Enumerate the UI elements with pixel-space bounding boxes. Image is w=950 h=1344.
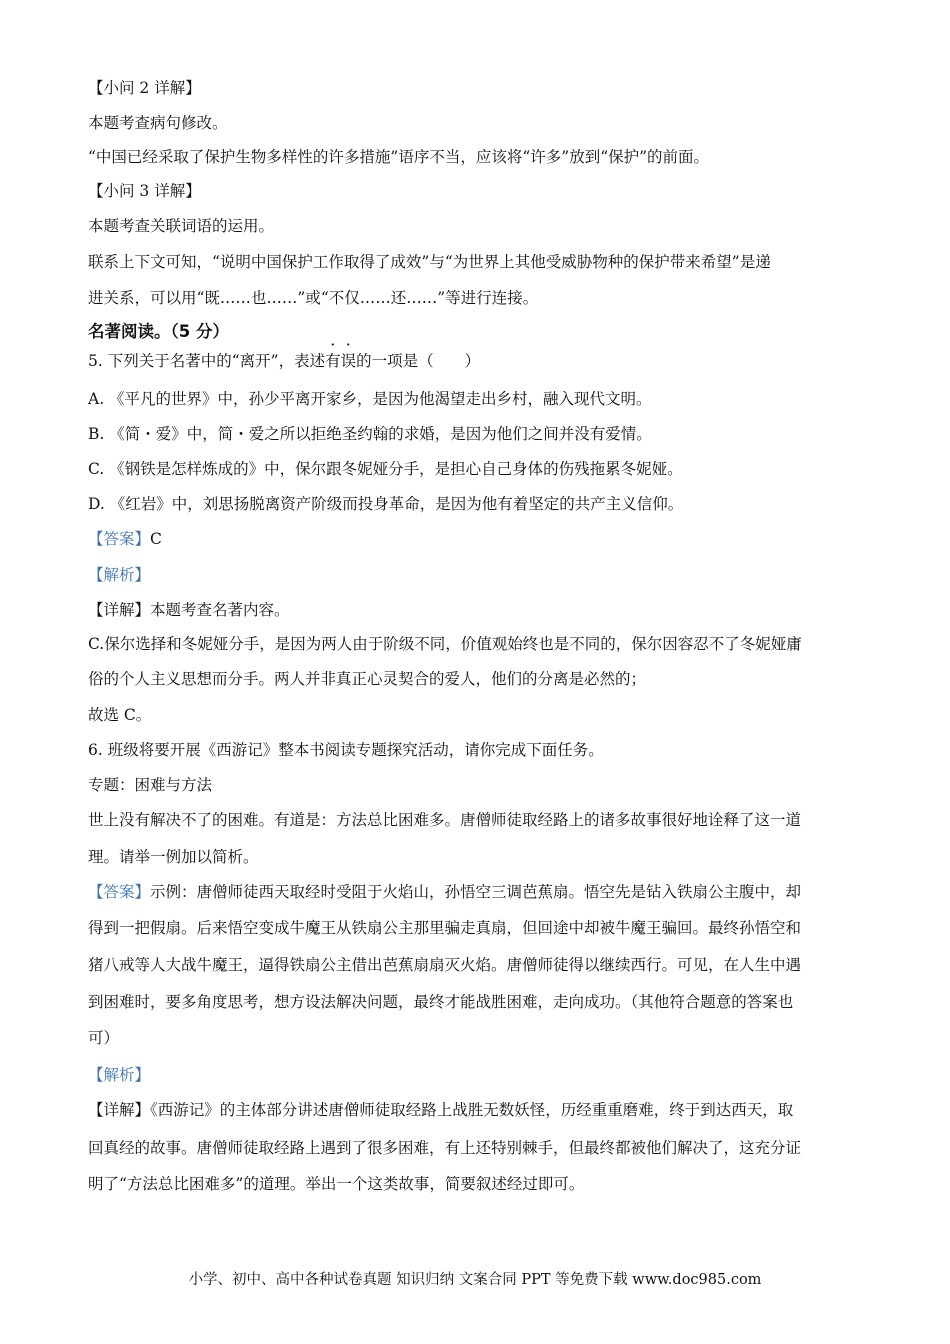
q5-option-c: C. 《钢铁是怎样炼成的》中，保尔跟冬妮娅分手，是担心自己身体的伤残拖累冬妮娅。 bbox=[88, 460, 683, 478]
q6-answer-line-5: 可） bbox=[88, 1029, 120, 1047]
q5-explanation-line-2: 俗的个人主义思想而分手。两人并非真正心灵契合的爱人，他们的分离是必然的； bbox=[88, 670, 647, 688]
q5-detail-text: 本题考查名著内容。 bbox=[150, 601, 290, 619]
q2-explanation: “中国已经采取了保护生物多样性的许多措施”语序不当，应该将“许多”放到“保护”的前面。 bbox=[88, 148, 710, 166]
q3-header: 【小问 3 详解】 bbox=[88, 182, 201, 200]
q5-stem-emphasis-2: 误 bbox=[340, 352, 357, 370]
q2-header: 【小问 2 详解】 bbox=[88, 79, 201, 97]
q6-answer-line-3: 猪八戒等人大战牛魔王，逼得铁扇公主借出芭蕉扇扇灭火焰。唐僧师徒得以继续西行。可见，在人生中遇 bbox=[88, 956, 802, 974]
q3-topic: 本题考查关联词语的运用。 bbox=[88, 217, 275, 235]
q3-explanation-line-2: 进关系，可以用“既……也……”或“不仅……还……”等进行连接。 bbox=[88, 289, 539, 307]
q6-prompt-line-1: 世上没有解决不了的困难。有道是：方法总比困难多。唐僧师徒取经路上的诸多故事很好地诠释了这一道 bbox=[88, 811, 802, 829]
q3-explanation-line-1: 联系上下文可知，“说明中国保护工作取得了成效”与“为世界上其他受威胁物种的保护带来希望”是递 bbox=[88, 253, 771, 271]
q5-option-d: D. 《红岩》中，刘思扬脱离资产阶级而投身革命，是因为他有着坚定的共产主义信仰。 bbox=[88, 495, 684, 513]
q5-detail-label: 【详解】 bbox=[88, 601, 151, 619]
q5-answer-value: C bbox=[150, 530, 162, 548]
q5-option-a: A. 《平凡的世界》中，孙少平离开家乡，是因为他渴望走出乡村，融入现代文明。 bbox=[88, 390, 652, 408]
q6-detail-label: 【详解】 bbox=[88, 1101, 151, 1119]
q6-stem: 6. 班级将要开展《西游记》整本书阅读专题探究活动，请你完成下面任务。 bbox=[88, 741, 604, 759]
q6-answer-line-1 bbox=[88, 882, 801, 902]
q6-detail-line-2: 回真经的故事。唐僧师徒取经路上遇到了很多困难，有上还特别棘手，但最终都被他们解决了，这充分证 bbox=[88, 1139, 802, 1157]
q6-answer-line-4: 到困难时，要多角度思考，想方设法解决问题，最终才能战胜困难，走向成功。（其他符合题意的答案也 bbox=[88, 993, 794, 1011]
q6-analysis-label: 【解析】 bbox=[88, 1066, 151, 1084]
q5-stem bbox=[88, 351, 480, 371]
section-title: 名著阅读。（5 分） bbox=[88, 322, 229, 341]
q5-option-b: B. 《简・爱》中，简・爱之所以拒绝圣约翰的求婚，是因为他们之间并没有爱情。 bbox=[88, 425, 652, 443]
q5-stem-before: 5. 下列关于名著中的“离开”，表述 bbox=[88, 352, 326, 370]
q5-analysis-label: 【解析】 bbox=[88, 566, 151, 584]
q2-topic: 本题考查病句修改。 bbox=[88, 114, 228, 132]
q5-detail bbox=[88, 600, 290, 620]
q6-detail-line-1 bbox=[88, 1100, 793, 1120]
q6-topic: 专题：困难与方法 bbox=[88, 776, 213, 794]
q6-answer-text-1: 示例：唐僧师徒西天取经时受阻于火焰山，孙悟空三调芭蕉扇。悟空先是钻入铁扇公主腹中，却 bbox=[150, 883, 802, 901]
q6-prompt-line-2: 理。请举一例加以简析。 bbox=[88, 848, 259, 866]
q6-detail-text-1: 《西游记》的主体部分讲述唐僧师徒取经路上战胜无数妖怪，历经重重磨难，终于到达西天，取 bbox=[150, 1101, 794, 1119]
q5-conclusion: 故选 C。 bbox=[88, 706, 152, 724]
q6-answer-label: 【答案】 bbox=[88, 883, 151, 901]
q5-explanation-line-1: C.保尔选择和冬妮娅分手，是因为两人由于阶级不同，价值观始终也是不同的，保尔因容忍不了冬妮娅庸 bbox=[88, 635, 802, 653]
q5-stem-emphasis-1: 有 bbox=[325, 352, 341, 370]
q5-answer bbox=[88, 529, 162, 549]
page-footer: 小学、初中、高中各种试卷真题 知识归纳 文案合同 PPT 等免费下载 www.doc985.com bbox=[188, 1272, 762, 1288]
q5-answer-label: 【答案】 bbox=[88, 530, 151, 548]
q6-answer-line-2: 得到一把假扇。后来悟空变成牛魔王从铁扇公主那里骗走真扇，但回途中却被牛魔王骗回。最终孙悟空和 bbox=[88, 919, 802, 937]
q6-detail-line-3: 明了“方法总比困难多”的道理。举出一个这类故事，简要叙述经过即可。 bbox=[88, 1175, 585, 1193]
q5-stem-after: 的一项是（ ） bbox=[356, 352, 481, 370]
